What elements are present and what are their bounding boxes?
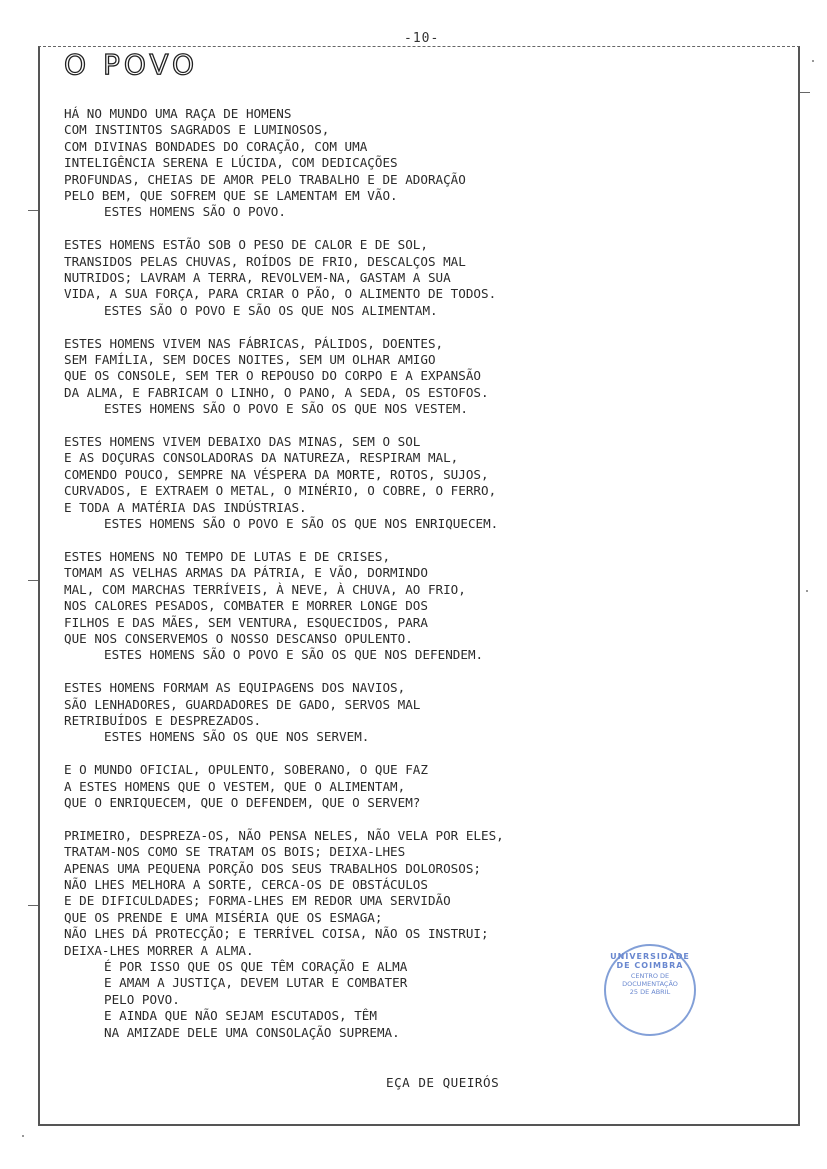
stamp-line: 25 DE ABRIL: [629, 988, 671, 996]
stanza: [64, 336, 764, 418]
poem-refrain: ESTES SÃO O POVO E SÃO OS QUE NOS ALIMENTAM.: [104, 302, 438, 318]
poem-closing-line: É POR ISSO QUE OS QUE TÊM CORAÇÃO E ALMA: [104, 959, 408, 975]
poem-line: E O MUNDO OFICIAL, OPULENTO, SOBERANO, O QUE FAZ: [64, 762, 428, 778]
poem-line: QUE OS PRENDE E UMA MISÉRIA QUE OS ESMAGA;: [64, 909, 383, 925]
poem-line: SEM FAMÍLIA, SEM DOCES NOITES, SEM UM OLHAR AMIGO: [64, 352, 436, 368]
poem-closing-line: PELO POVO.: [104, 991, 180, 1007]
stanza: [64, 434, 764, 532]
poem-line: SÃO LENHADORES, GUARDADORES DE GADO, SERVOS MAL: [64, 696, 421, 712]
stanza: [64, 549, 764, 664]
poem-line: DA ALMA, E FABRICAM O LINHO, O PANO, A SEDA, OS ESTOFOS.: [64, 384, 489, 400]
poem-line: NÃO LHES DÁ PROTECÇÃO; E TERRÍVEL COISA, NÃO OS INSTRUI;: [64, 926, 489, 942]
stanza: [64, 106, 764, 221]
poem-line: QUE O ENRIQUECEM, QUE O DEFENDEM, QUE O SERVEM?: [64, 794, 421, 810]
poem-closing-line: E AMAM A JUSTIÇA, DEVEM LUTAR E COMBATER: [104, 975, 408, 991]
poem-line: PELO BEM, QUE SOFREM QUE SE LAMENTAM EM VÃO.: [64, 188, 398, 204]
poem-line: ESTES HOMENS VIVEM NAS FÁBRICAS, PÁLIDOS, DOENTES,: [64, 335, 444, 351]
poem-line: ESTES HOMENS FORMAM AS EQUIPAGENS DOS NAVIOS,: [64, 680, 406, 696]
poem-line: FILHOS E DAS MÃES, SEM VENTURA, ESQUECIDOS, PARA: [64, 614, 428, 630]
stanza: [64, 762, 764, 811]
poem-closing-line: E AINDA QUE NÃO SEJAM ESCUTADOS, TÊM: [104, 1008, 377, 1024]
poem-line: COMENDO POUCO, SEMPRE NA VÉSPERA DA MORTE, ROTOS, SUJOS,: [64, 466, 489, 482]
poem-line: RETRIBUÍDOS E DESPREZADOS.: [64, 712, 262, 728]
page-title: O POVO: [64, 48, 199, 81]
poem-line: COM DIVINAS BONDADES DO CORAÇÃO, COM UMA: [64, 138, 368, 154]
poem-line: ESTES HOMENS ESTÃO SOB O PESO DE CALOR E DE SOL,: [64, 237, 428, 253]
frame-tick: [800, 92, 810, 93]
poem-line: E DE DIFICULDADES; FORMA-LHES EM REDOR UMA SERVIDÃO: [64, 893, 451, 909]
poem-line: VIDA, A SUA FORÇA, PARA CRIAR O PÃO, O ALIMENTO DE TODOS.: [64, 286, 497, 302]
poem-line: CURVADOS, E EXTRAEM O METAL, O MINÉRIO, O COBRE, O FERRO,: [64, 483, 497, 499]
frame-tick: [28, 210, 38, 211]
stamp-ring-text: UNIVERSIDADE DE COIMBRA: [610, 952, 690, 970]
stanza: [64, 237, 764, 319]
poem-line: E TODA A MATÉRIA DAS INDÚSTRIAS.: [64, 499, 307, 515]
frame-tick: [28, 905, 38, 906]
poem-line: COM INSTINTOS SAGRADOS E LUMINOSOS,: [64, 122, 330, 138]
poem-line: ESTES HOMENS NO TEMPO DE LUTAS E DE CRISES,: [64, 548, 391, 564]
poem-line: APENAS UMA PEQUENA PORÇÃO DOS SEUS TRABALHOS DOLOROSOS;: [64, 860, 482, 876]
poem-line: ESTES HOMENS VIVEM DEBAIXO DAS MINAS, SEM O SOL: [64, 434, 421, 450]
poem-refrain: ESTES HOMENS SÃO O POVO E SÃO OS QUE NOS VESTEM.: [104, 401, 468, 417]
poem-line: TOMAM AS VELHAS ARMAS DA PÁTRIA, E VÃO, DORMINDO: [64, 565, 428, 581]
poem-line: PRIMEIRO, DESPREZA-OS, NÃO PENSA NELES, NÃO VELA POR ELES,: [64, 827, 504, 843]
poem-line: TRATAM-NOS COMO SE TRATAM OS BOIS; DEIXA-LHES: [64, 844, 406, 860]
stanza: [64, 680, 764, 746]
author-signature: EÇA DE QUEIRÓS: [386, 1075, 500, 1090]
poem-line: DEIXA-LHES MORRER A ALMA.: [64, 942, 254, 958]
poem-line: NÃO LHES MELHORA A SORTE, CERCA-OS DE OBSTÁCULOS: [64, 876, 428, 892]
poem-body: [64, 106, 764, 1057]
poem-line: PROFUNDAS, CHEIAS DE AMOR PELO TRABALHO E DE ADORAÇÃO: [64, 171, 466, 187]
frame-tick: [28, 580, 38, 581]
poem-line: A ESTES HOMENS QUE O VESTEM, QUE O ALIMENTAM,: [64, 778, 406, 794]
stamp-line: DOCUMENTAÇÃO: [622, 980, 678, 988]
page-number: -10-: [404, 31, 440, 46]
poem-line: HÁ NO MUNDO UMA RAÇA DE HOMENS: [64, 106, 292, 121]
poem-line: QUE OS CONSOLE, SEM TER O REPOUSO DO CORPO E A EXPANSÃO: [64, 368, 482, 384]
stamp-inner-text: [620, 972, 680, 996]
poem-refrain: ESTES HOMENS SÃO O POVO E SÃO OS QUE NOS ENRIQUECEM.: [104, 516, 499, 532]
poem-line: MAL, COM MARCHAS TERRÍVEIS, À NEVE, À CHUVA, AO FRIO,: [64, 581, 466, 597]
paper-speck: [806, 590, 808, 592]
poem-line: E AS DOÇURAS CONSOLADORAS DA NATUREZA, RESPIRAM MAL,: [64, 450, 459, 466]
paper-speck: [22, 1135, 24, 1137]
stamp-line: CENTRO DE: [630, 972, 670, 980]
poem-line: TRANSIDOS PELAS CHUVAS, ROÍDOS DE FRIO, DESCALÇOS MAL: [64, 253, 466, 269]
poem-refrain: ESTES HOMENS SÃO OS QUE NOS SERVEM.: [104, 729, 370, 745]
poem-line: QUE NOS CONSERVEMOS O NOSSO DESCANSO OPULENTO.: [64, 630, 413, 646]
paper-speck: [812, 60, 814, 62]
poem-closing-line: NA AMIZADE DELE UMA CONSOLAÇÃO SUPREMA.: [104, 1024, 400, 1040]
poem-line: NUTRIDOS; LAVRAM A TERRA, REVOLVEM-NA, GASTAM A SUA: [64, 270, 451, 286]
library-stamp: [604, 944, 696, 1036]
poem-line: NOS CALORES PESADOS, COMBATER E MORRER LONGE DOS: [64, 598, 428, 614]
poem-refrain: ESTES HOMENS SÃO O POVO E SÃO OS QUE NOS DEFENDEM.: [104, 647, 484, 663]
poem-refrain: ESTES HOMENS SÃO O POVO.: [104, 204, 286, 220]
poem-line: INTELIGÊNCIA SERENA E LÚCIDA, COM DEDICAÇÕES: [64, 155, 398, 171]
